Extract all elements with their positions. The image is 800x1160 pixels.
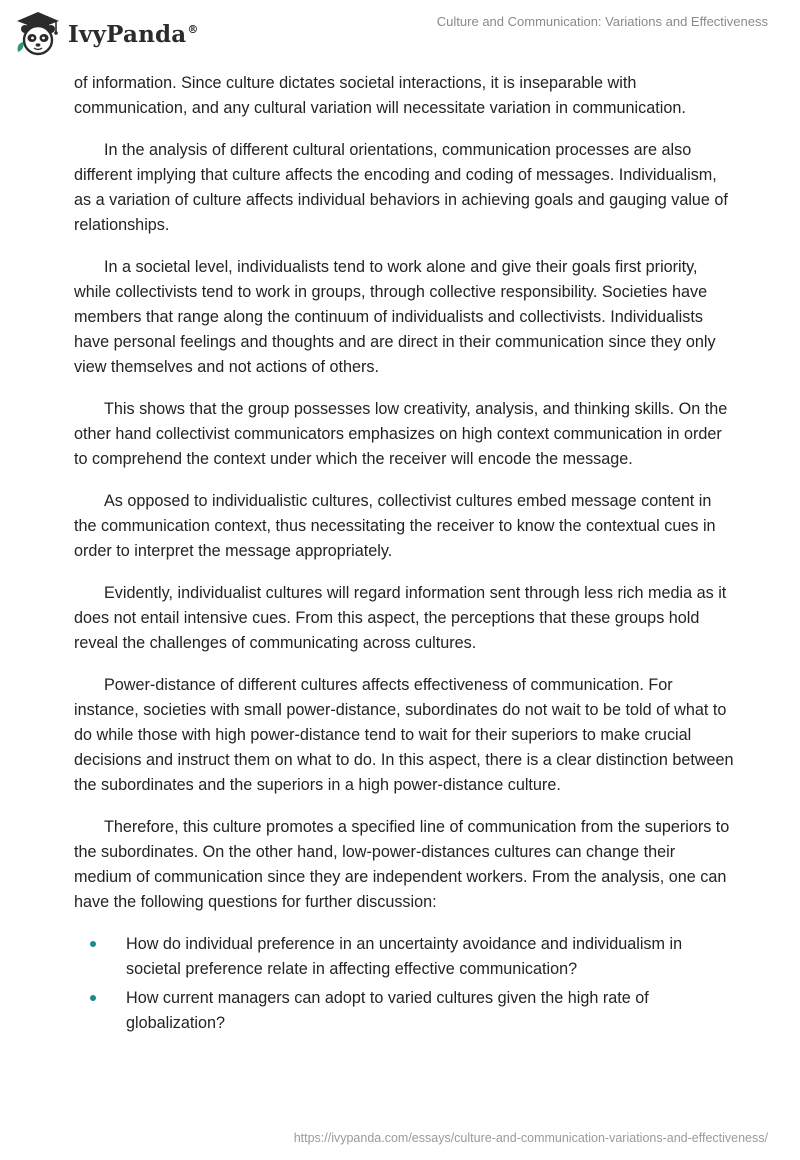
bullet-icon [90,995,96,1001]
list-item [74,986,734,1036]
paragraph: Power-distance of different cultures affects effectiveness of communication. For instance, societies with small power-distance, subordinates do not wait to be told of what to do while those with high power-distance tend to wait for their superiors to make crucial decisions and instruct them on what to do. In this aspect, there is a clear distinction between the subordinates and the superiors in a high power-distance culture. [74,676,734,794]
paragraph: This shows that the group possesses low creativity, analysis, and thinking skills. On the other hand collectivist communicators emphasizes on high context communication in order to comprehend the context under which the receiver will encode the message. [74,400,728,468]
discussion-questions-list [74,932,734,1036]
paragraph: Evidently, individualist cultures will regard information sent through less rich media as it does not entail intensive cues. From this aspect, the perceptions that these groups hold reveal the challenges of communicating across cultures. [74,584,727,652]
list-item [74,932,734,982]
paragraph: In a societal level, individualists tend to work alone and give their goals first priority, while collectivists tend to work in groups, through collective responsibility. Societies have members that range along the continuum of individualists and collectivists. Individualists have personal feelings and thoughts and are direct in their communication since they only view themselves and not actions of others. [74,258,716,376]
logo-wordmark: IvyPanda® [68,20,199,48]
page-header [0,0,800,70]
list-item-text: How do individual preference in an uncertainty avoidance and individualism in societal preference relate in affecting effective communication? [126,935,683,978]
paragraph: of information. Since culture dictates societal interactions, it is inseparable with communication, and any cultural variation will necessitate variation in communication. [74,74,686,117]
bullet-icon [90,941,96,947]
paragraph: In the analysis of different cultural orientations, communication processes are also different implying that culture affects the encoding and coding of messages. Individualism, as a variation of culture affects individual behaviors in achieving goals and gauging value of relationships. [74,141,728,234]
panda-graduate-icon [12,8,64,60]
paragraph: Therefore, this culture promotes a specified line of communication from the superiors to the subordinates. On the other hand, low-power-distances cultures can change their medium of communication since they are independent workers. From the analysis, one can have the following questions for further discussion: [74,818,730,911]
paragraph: As opposed to individualistic cultures, collectivist cultures embed message content in the communication context, thus necessitating the receiver to know the contextual cues in order to interpret the message appropriately. [74,492,716,560]
essay-body [74,71,734,1040]
ivypanda-logo[interactable] [12,8,199,60]
document-title: Culture and Communication: Variations and Effectiveness [436,14,768,29]
list-item-text: How current managers can adopt to varied cultures given the high rate of globalization? [126,989,649,1032]
source-url[interactable]: https://ivypanda.com/essays/culture-and-communication-variations-and-effectiveness/ [293,1131,768,1145]
